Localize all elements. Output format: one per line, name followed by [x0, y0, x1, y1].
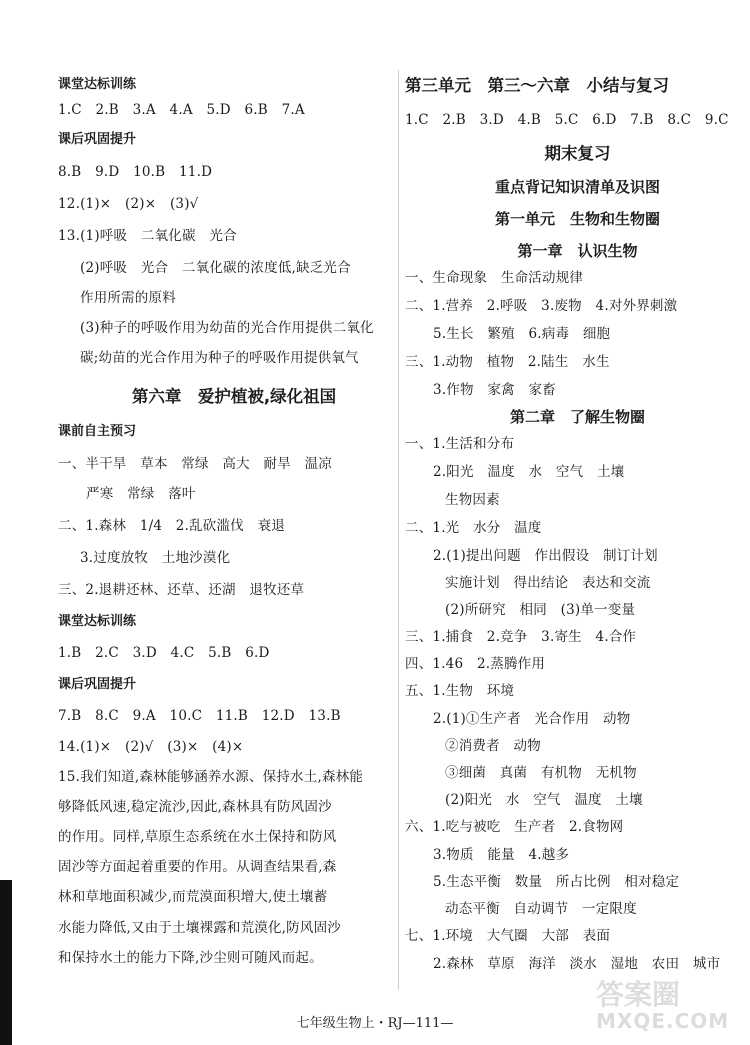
answer-line: 二、1.森林 1/4 2.乱砍滥伐 衰退 [58, 518, 285, 534]
answer-line: 12.(1)× (2)× (3)√ [58, 196, 199, 212]
answer-line: (2)呼吸 光合 二氧化碳的浓度低,缺乏光合 [80, 260, 351, 276]
answer-line: 实施计划 得出结论 表达和交流 [445, 575, 651, 591]
answer-line: 一、半干旱 草本 常绿 高大 耐旱 温凉 [58, 456, 332, 472]
answer-line: 固沙等方面起着重要的作用。从调查结果看,森 [58, 859, 337, 875]
watermark-url: MXQE.COM [596, 1009, 730, 1033]
answer-line: 3.物质 能量 4.越多 [433, 847, 570, 863]
answer-line: 15.我们知道,森林能够涵养水源、保持水土,森林能 [58, 769, 364, 785]
section-heading: 课后巩固提升 [58, 132, 137, 147]
answer-line: 7.B 8.C 9.A 10.C 11.B 12.D 13.B [58, 708, 341, 724]
answer-line: 三、1.捕食 2.竞争 3.寄生 4.合作 [405, 629, 637, 645]
watermark-logo [596, 973, 744, 1039]
answer-line: 2.森林 草原 海洋 淡水 湿地 农田 城市 [433, 956, 721, 972]
section-heading: 课后巩固提升 [58, 677, 137, 692]
section-heading: 课堂达标训练 [58, 77, 137, 92]
answer-line: 二、1.光 水分 温度 [405, 520, 542, 536]
answer-line: 1.C 2.B 3.A 4.A 5.D 6.B 7.A [58, 102, 305, 118]
answer-line: ③细菌 真菌 有机物 无机物 [445, 765, 637, 781]
answer-line: 2.阳光 温度 水 空气 土壤 [433, 464, 625, 480]
answer-line: 3.过度放牧 土地沙漠化 [80, 550, 231, 566]
answer-line: 碳;幼苗的光合作用为种子的呼吸作用提供氧气 [80, 350, 359, 366]
chapter-title: 第六章 爱护植被,绿化祖国 [131, 387, 337, 406]
answer-line: 生物因素 [445, 492, 500, 508]
answer-line: 2.(1)提出问题 作出假设 制订计划 [433, 548, 658, 564]
unit-title: 第一单元 生物和生物圈 [494, 210, 660, 228]
answer-line: 的作用。同样,草原生态系统在水土保持和防风 [58, 829, 337, 845]
answer-line: 2.(1)①生产者 光合作用 动物 [433, 711, 631, 727]
answer-line: 8.B 9.D 10.B 11.D [58, 164, 213, 180]
answer-line: 林和草地面积减少,而荒漠面积增大,使土壤蓄 [58, 889, 328, 905]
answer-line: ②消费者 动物 [445, 738, 541, 754]
final-review-title: 期末复习 [544, 144, 611, 163]
column-divider [398, 70, 399, 990]
answer-line: 六、1.吃与被吃 生产者 2.食物网 [405, 819, 624, 835]
watermark-text: 答案圈 [596, 978, 681, 1011]
answer-line: 四、1.46 2.蒸腾作用 [405, 656, 546, 672]
answer-line: 一、生命现象 生命活动规律 [405, 270, 584, 286]
answer-line: 和保持水土的能力下降,沙尘则可随风而起。 [58, 950, 323, 966]
answer-line: 3.作物 家禽 家畜 [433, 382, 556, 398]
answer-line: 5.生态平衡 数量 所占比例 相对稳定 [433, 874, 680, 890]
answer-line: 5.生长 繁殖 6.病毒 细胞 [433, 326, 611, 342]
answer-line: 七、1.环境 大气圈 大部 表面 [405, 928, 611, 944]
answer-line: 14.(1)× (2)√ (3)× (4)× [58, 739, 244, 755]
answer-line: 二、1.营养 2.呼吸 3.废物 4.对外界刺激 [405, 298, 678, 314]
answer-line: 严寒 常绿 落叶 [86, 486, 196, 502]
answer-line: 一、1.生活和分布 [405, 436, 515, 452]
chapter-title: 第二章 了解生物圈 [509, 408, 645, 426]
answer-line: 三、1.动物 植物 2.陆生 水生 [405, 354, 610, 370]
answer-line: 1.B 2.C 3.D 4.C 5.B 6.D [58, 645, 270, 661]
answer-line: 五、1.生物 环境 [405, 683, 515, 699]
section-heading: 课前自主预习 [58, 424, 137, 439]
answer-line: (2)所研究 相同 (3)单一变量 [445, 602, 636, 618]
page-footer: 七年级生物上・RJ—111— [296, 1016, 454, 1031]
answer-line: 够降低风速,稳定流沙,因此,森林具有防风固沙 [58, 799, 332, 815]
answer-line: 作用所需的原料 [80, 290, 176, 306]
knowledge-list-title: 重点背记知识清单及识图 [494, 178, 660, 196]
answer-line: 1.C 2.B 3.D 4.B 5.C 6.D 7.B 8.C 9.C [405, 112, 729, 128]
answer-line: (2)阳光 水 空气 温度 土壤 [445, 792, 643, 808]
answer-line: 动态平衡 自动调节 一定限度 [445, 901, 637, 917]
unit-summary-title: 第三单元 第三～六章 小结与复习 [405, 76, 669, 95]
answer-line: 13.(1)呼吸 二氧化碳 光合 [58, 228, 237, 244]
chapter-title: 第一章 认识生物 [517, 242, 638, 260]
scan-edge-shadow [0, 880, 12, 1045]
section-heading: 课堂达标训练 [58, 614, 137, 629]
answer-line: 三、2.退耕还林、还草、还湖 退牧还草 [58, 582, 305, 598]
answer-line: 水能力降低,又由于土壤裸露和荒漠化,防风固沙 [58, 920, 341, 936]
answer-line: (3)种子的呼吸作用为幼苗的光合作用提供二氧化 [80, 320, 374, 336]
